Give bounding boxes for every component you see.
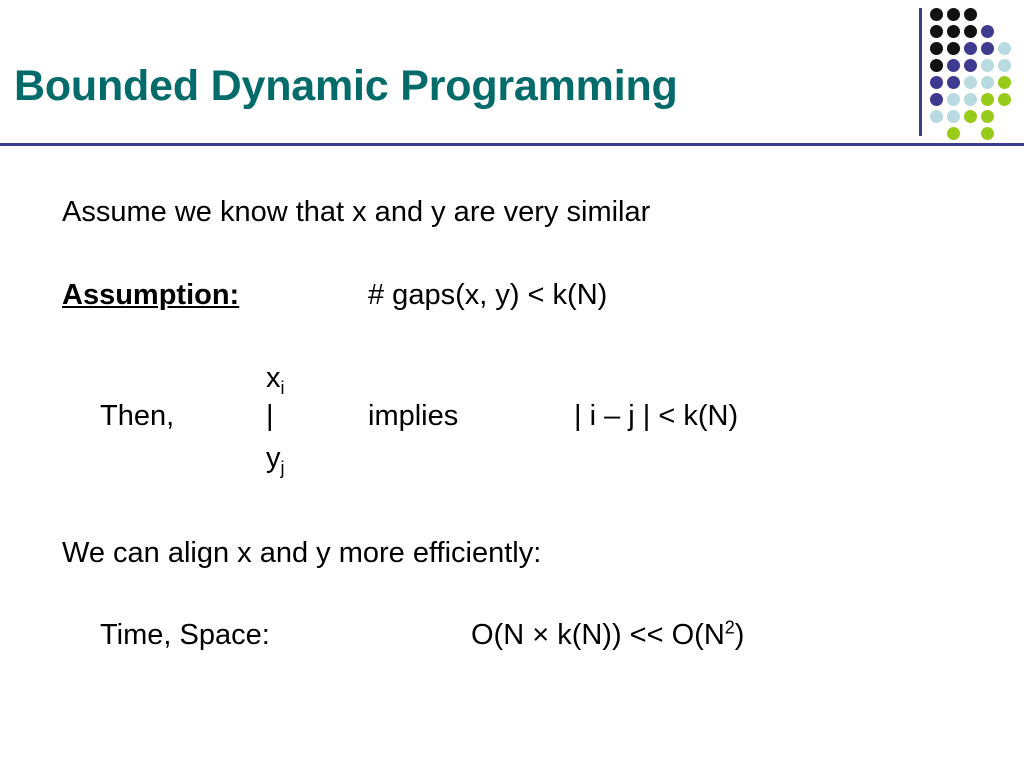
- decorative-dot-purple: [964, 59, 977, 72]
- decorative-dot-purple: [930, 93, 943, 106]
- decorative-dot-light-blue: [981, 59, 994, 72]
- align-efficiency-line: We can align x and y more efficiently:: [62, 537, 542, 569]
- decorative-dot-black: [947, 8, 960, 21]
- subscript-j: j: [280, 457, 285, 478]
- decorative-dot-purple: [947, 76, 960, 89]
- decorative-dot-green: [981, 93, 994, 106]
- then-label: Then,: [100, 400, 175, 432]
- decorative-dot-light-blue: [998, 59, 1011, 72]
- decorative-dot-light-blue: [998, 42, 1011, 55]
- intro-line: Assume we know that x and y are very similar: [62, 196, 651, 228]
- decorative-dot-black: [930, 8, 943, 21]
- decorative-dot-green: [981, 127, 994, 140]
- decorative-dot-green: [981, 110, 994, 123]
- decorative-dot-black: [930, 25, 943, 38]
- complexity-exponent: 2: [724, 617, 735, 638]
- decorative-dot-black: [930, 59, 943, 72]
- corner-vertical-divider: [919, 8, 922, 136]
- assumption-expression: # gaps(x, y) < k(N): [368, 279, 608, 311]
- decorative-dot-light-blue: [964, 93, 977, 106]
- decorative-dot-purple: [964, 42, 977, 55]
- decorative-dot-green: [998, 93, 1011, 106]
- complexity-prefix: O(N × k(N)) << O(N: [471, 619, 725, 651]
- decorative-dot-light-blue: [981, 76, 994, 89]
- x-variable: x: [266, 362, 281, 394]
- decorative-dot-black: [964, 8, 977, 21]
- time-space-label: Time, Space:: [100, 619, 270, 651]
- decorative-dot-green: [947, 127, 960, 140]
- y-subscript-j: [266, 442, 285, 478]
- decorative-dot-black: [947, 25, 960, 38]
- complexity-expression: [471, 617, 745, 651]
- decorative-dot-purple: [947, 59, 960, 72]
- implies-label: implies: [368, 400, 459, 432]
- implies-expression: | i – j | < k(N): [574, 400, 739, 432]
- subscript-i: i: [280, 377, 285, 398]
- slide-title: Bounded Dynamic Programming: [14, 62, 678, 110]
- decorative-dot-light-blue: [947, 110, 960, 123]
- decorative-dot-black: [964, 25, 977, 38]
- decorative-dot-purple: [981, 25, 994, 38]
- complexity-suffix: ): [734, 619, 745, 651]
- decorative-dot-green: [964, 110, 977, 123]
- assumption-label: Assumption:: [62, 279, 240, 311]
- x-subscript-i: [266, 362, 285, 398]
- decorative-dot-purple: [981, 42, 994, 55]
- y-variable: y: [266, 442, 281, 474]
- title-divider: [0, 143, 1024, 146]
- decorative-dot-light-blue: [930, 110, 943, 123]
- decorative-dot-black: [930, 42, 943, 55]
- decorative-dot-light-blue: [964, 76, 977, 89]
- decorative-dot-black: [947, 42, 960, 55]
- decorative-dot-green: [998, 76, 1011, 89]
- alignment-bar: |: [266, 400, 274, 432]
- decorative-dot-purple: [930, 76, 943, 89]
- decorative-dot-light-blue: [947, 93, 960, 106]
